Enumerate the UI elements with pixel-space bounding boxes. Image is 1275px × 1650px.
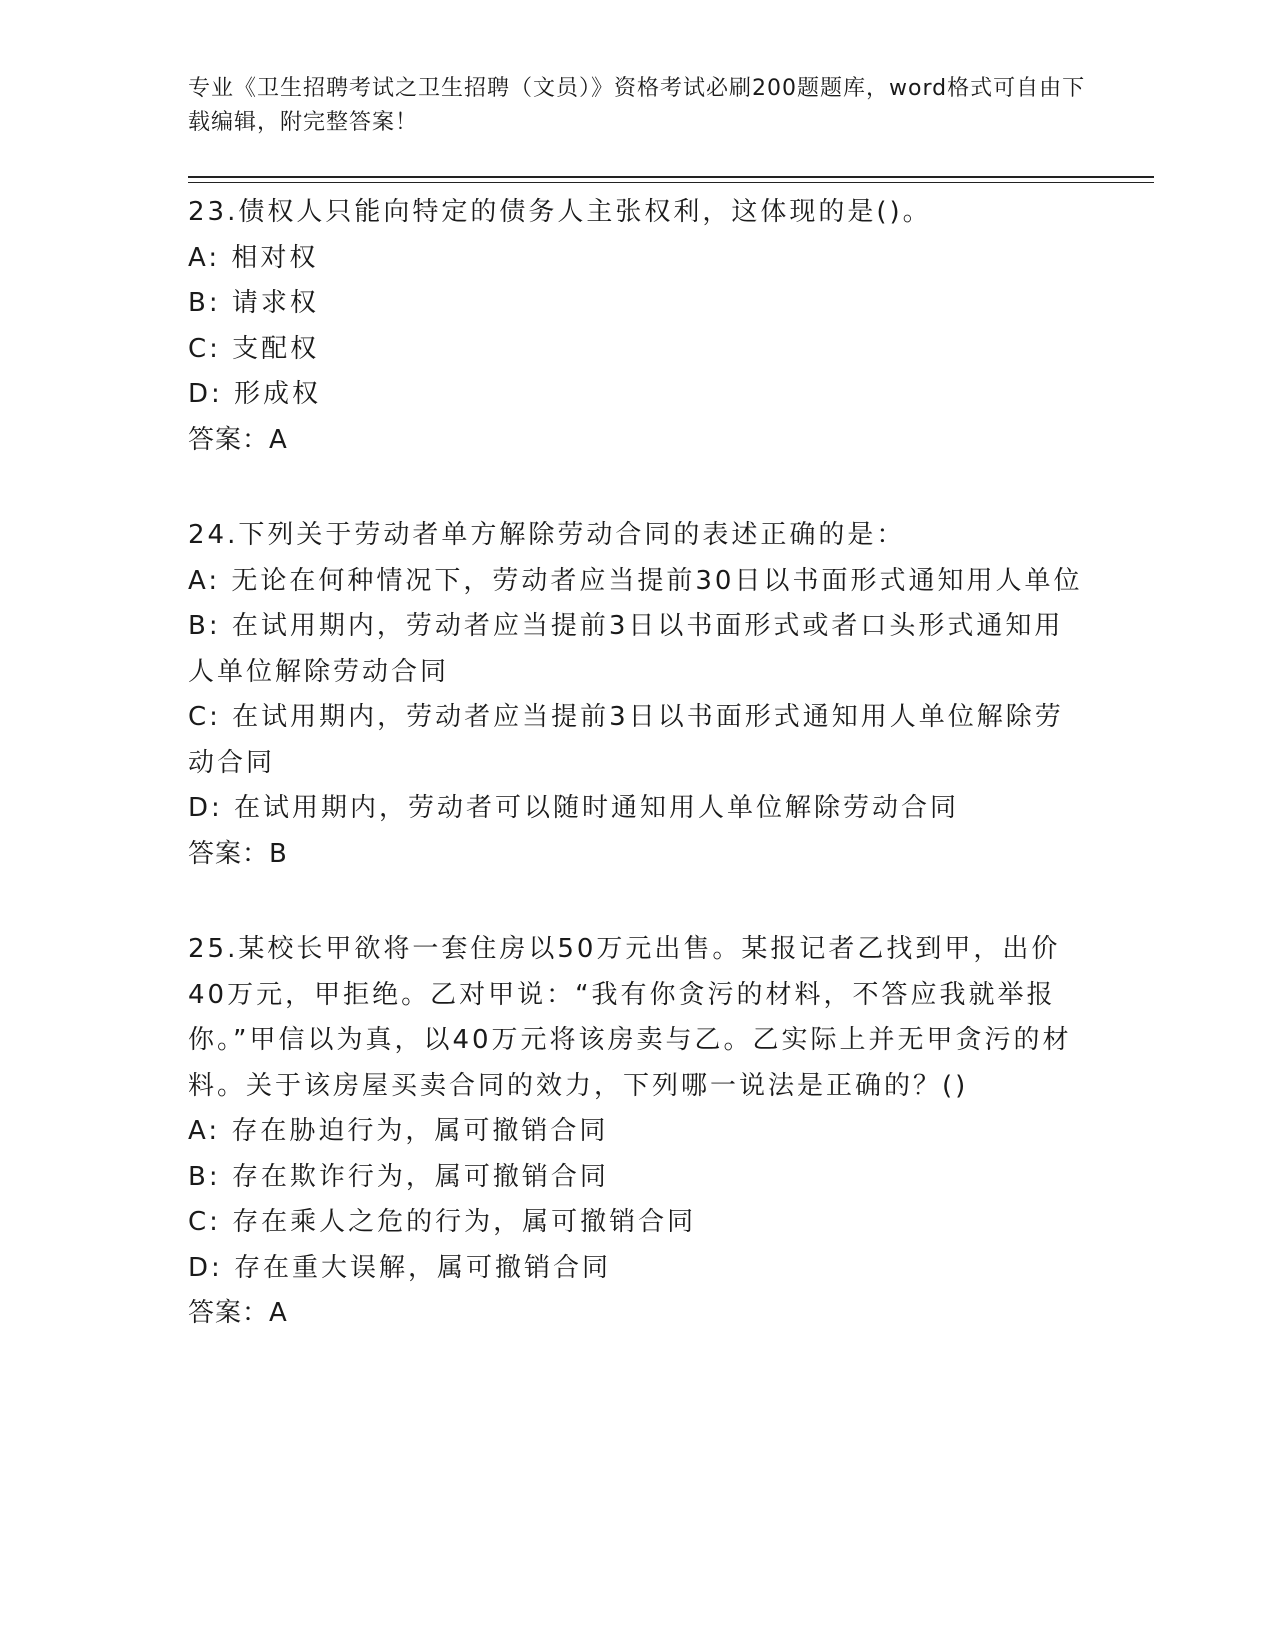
option-a: A: 存在胁迫行为，属可撤销合同 <box>188 1116 609 1146</box>
option-c: C: 支配权 <box>188 333 320 364</box>
option-a: A: 相对权 <box>188 242 319 273</box>
question-25 <box>188 927 1088 1337</box>
header-divider-thin <box>188 182 1154 183</box>
option-c: C: 存在乘人之危的行为，属可撤销合同 <box>188 1207 697 1237</box>
document-header: 专业《卫生招聘考试之卫生招聘（文员）》资格考试必刷200题题库，word格式可自由下载编辑，附完整答案！ <box>188 76 1086 135</box>
option-d: D: 形成权 <box>188 379 322 409</box>
answer-label: 答案：B <box>188 838 288 869</box>
option-b: B: 请求权 <box>188 288 319 318</box>
option-c: C: 在试用期内，劳动者应当提前3日以书面形式通知用人单位解除劳动合同 <box>188 702 1064 778</box>
header-divider-thick <box>188 176 1154 178</box>
option-d: D: 在试用期内，劳动者可以随时通知用人单位解除劳动合同 <box>188 793 960 823</box>
option-b: B: 存在欺诈行为，属可撤销合同 <box>188 1161 609 1192</box>
answer-label: 答案：A <box>188 1298 288 1328</box>
question-23 <box>188 190 1088 463</box>
option-b: B: 在试用期内，劳动者应当提前3日以书面形式或者口头形式通知用人单位解除劳动合同 <box>188 611 1064 687</box>
question-list <box>188 190 1088 1387</box>
question-24 <box>188 513 1088 877</box>
question-stem: 24.下列关于劳动者单方解除劳动合同的表述正确的是： <box>188 520 906 550</box>
answer-label: 答案：A <box>188 424 288 455</box>
option-d: D: 存在重大误解，属可撤销合同 <box>188 1252 612 1283</box>
question-stem: 25.某校长甲欲将一套住房以50万元出售。某报记者乙找到甲，出价40万元，甲拒绝。乙对甲说：“我有你贪污的材料，不答应我就举报你。”甲信以为真，以40万元将该房卖与乙。乙实际上并无甲贪污的材料。关于该房屋买卖合同的效力，下列哪一说法是正确的？() <box>188 934 1072 1101</box>
option-a: A: 无论在何种情况下，劳动者应当提前30日以书面形式通知用人单位 <box>188 565 1083 596</box>
question-stem: 23.债权人只能向特定的债务人主张权利，这体现的是()。 <box>188 197 932 227</box>
